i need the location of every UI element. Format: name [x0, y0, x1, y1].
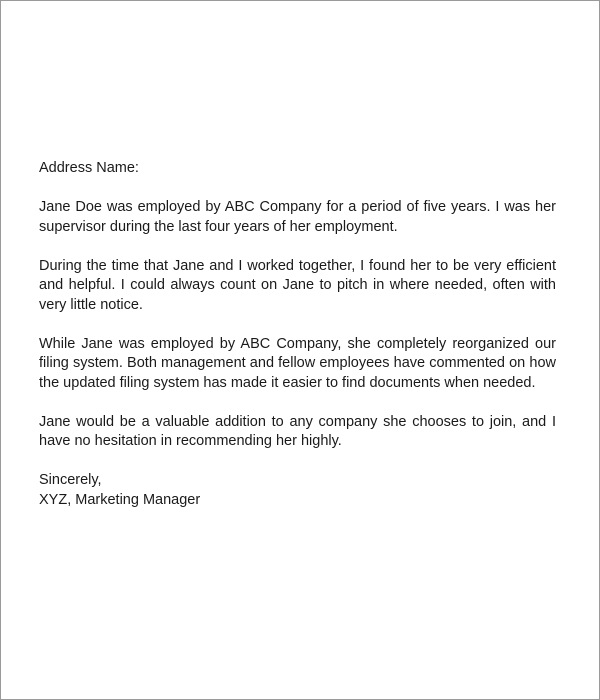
letter-paragraph-2: During the time that Jane and I worked together, I found her to be very efficient and helpful. I could always count on Jane to pitch in where needed, often with very little notice. [39, 257, 556, 313]
letter-paragraph-4: Jane would be a valuable addition to any company she chooses to join, and I have no hesitation in recommending her highly. [39, 413, 556, 449]
letter-paragraph-1: Jane Doe was employed by ABC Company for a period of five years. I was her supervisor during the last four years of her employment. [39, 199, 556, 235]
letter-body [39, 159, 556, 510]
letter-paragraph-3: While Jane was employed by ABC Company, she completely reorganized our filing system. Both management and fellow employees have commented on how the updated filing system has made it easier to find documents when needed. [39, 335, 556, 391]
letter-greeting: Address Name: [39, 160, 139, 176]
letter-signature: XYZ, Marketing Manager [39, 491, 201, 508]
letter-closing: Sincerely, [39, 472, 102, 488]
